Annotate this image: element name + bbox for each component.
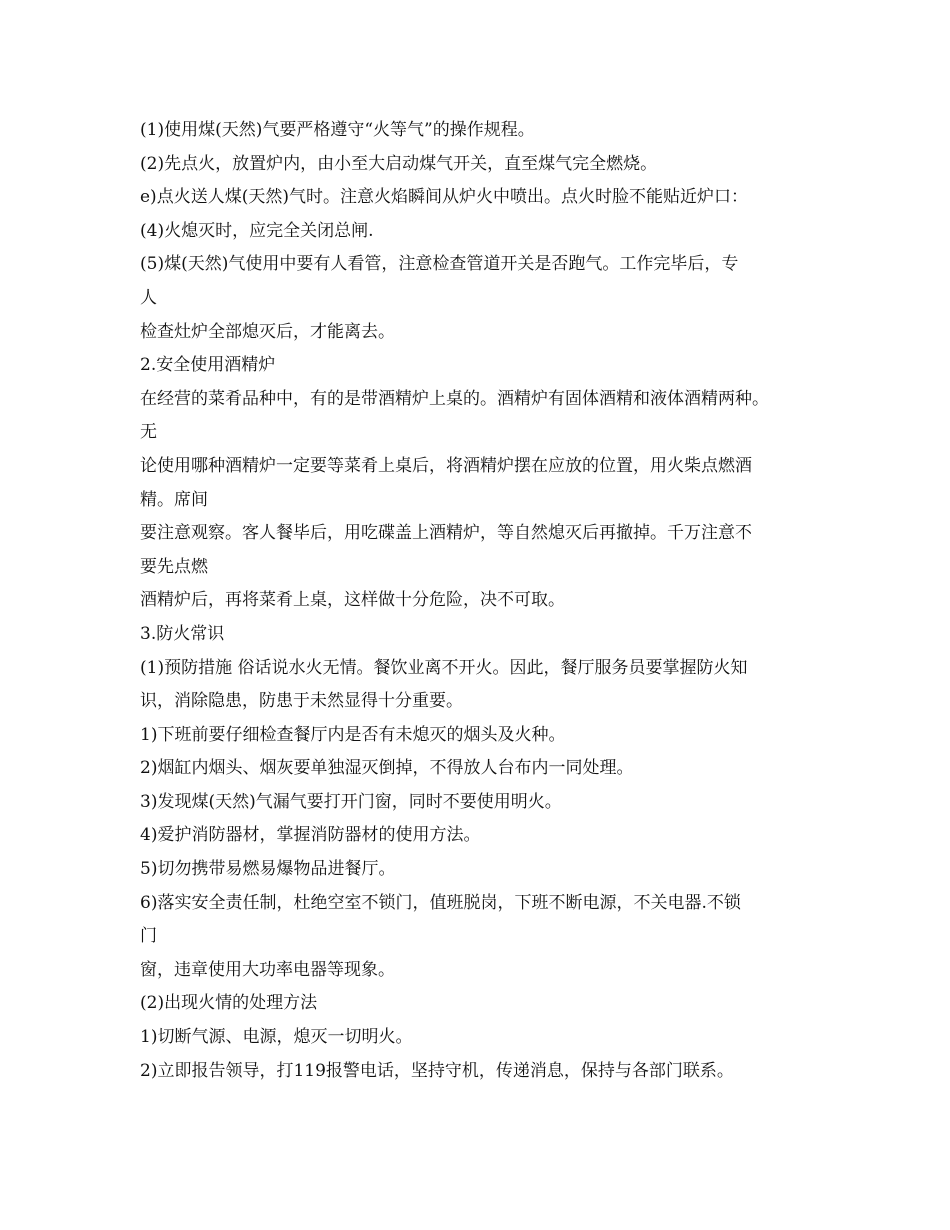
list-item: 1)下班前要仔细检查餐厅内是否有未熄灭的烟头及火种。 — [140, 724, 566, 745]
text-line: (1)预防措施 俗话说水火无情。餐饮业离不开火。因此，餐厅服务员要掌握防火知 — [140, 657, 748, 678]
text-line: 论使用哪种酒精炉一定要等菜肴上桌后，将酒精炉摆在应放的位置，用火柴点燃酒 — [140, 455, 752, 476]
text-line: 无 — [140, 422, 157, 443]
list-item: 2)立即报告领导，打119报警电话，坚持守机，传递消息，保持与各部门联系。 — [140, 1060, 734, 1081]
text-line: (2)先点火，放置炉内，由小至大启动煤气开关，直至煤气完全燃烧。 — [140, 153, 658, 174]
list-item: 1)切断气源、电源，熄灭一切明火。 — [140, 1027, 413, 1048]
text-line: (4)火熄灭时，应完全关闭总闸. — [140, 220, 374, 241]
text-line: 要注意观察。客人餐毕后，用吃碟盖上酒精炉，等自然熄灭后再撤掉。千万注意不 — [140, 523, 752, 544]
text-line: e)点火送人煤(天然)气时。注意火焰瞬间从炉火中喷出。点火时脸不能贴近炉口： — [140, 187, 748, 208]
list-item: 3)发现煤(天然)气漏气要打开门窗，同时不要使用明火。 — [140, 791, 562, 812]
section-heading: 3.防火常识 — [140, 623, 225, 644]
document-body — [140, 114, 840, 1088]
list-item: 6)落实安全责任制，杜绝空室不锁门，值班脱岗，下班不断电源，不关电器.不锁 — [140, 892, 741, 913]
text-line: (1)使用煤(天然)气要严格遵守“火等气”的操作规程。 — [140, 120, 535, 140]
subsection-heading: (2)出现火情的处理方法 — [140, 993, 318, 1014]
text-line: 识，消除隐患，防患于未然显得十分重要。 — [140, 691, 463, 712]
text-line: 精。席间 — [140, 489, 208, 510]
text-line: (5)煤(天然)气使用中要有人看管，注意检查管道开关是否跑气。工作完毕后，专 — [140, 254, 739, 275]
list-item: 5)切勿携带易燃易爆物品进餐厅。 — [140, 859, 396, 880]
text-line: 在经营的菜肴品种中，有的是带酒精炉上桌的。酒精炉有固体酒精和液体酒精两种。 — [140, 388, 769, 409]
list-item: 2)烟缸内烟头、烟灰要单独湿灭倒掉，不得放人台布内一同处理。 — [140, 758, 634, 779]
text-line: 检查灶炉全部熄灭后，才能离去。 — [140, 321, 395, 342]
text-line: 要先点燃 — [140, 556, 208, 577]
text-line: 酒精炉后，再将菜肴上桌，这样做十分危险，决不可取。 — [140, 590, 565, 611]
text-line: 窗，违章使用大功率电器等现象。 — [140, 959, 395, 980]
list-item: 4)爱护消防器材，掌握消防器材的使用方法。 — [140, 825, 481, 846]
text-line: 门 — [140, 926, 157, 947]
text-line: 人 — [140, 287, 157, 308]
section-heading: 2.安全使用酒精炉 — [140, 355, 276, 376]
